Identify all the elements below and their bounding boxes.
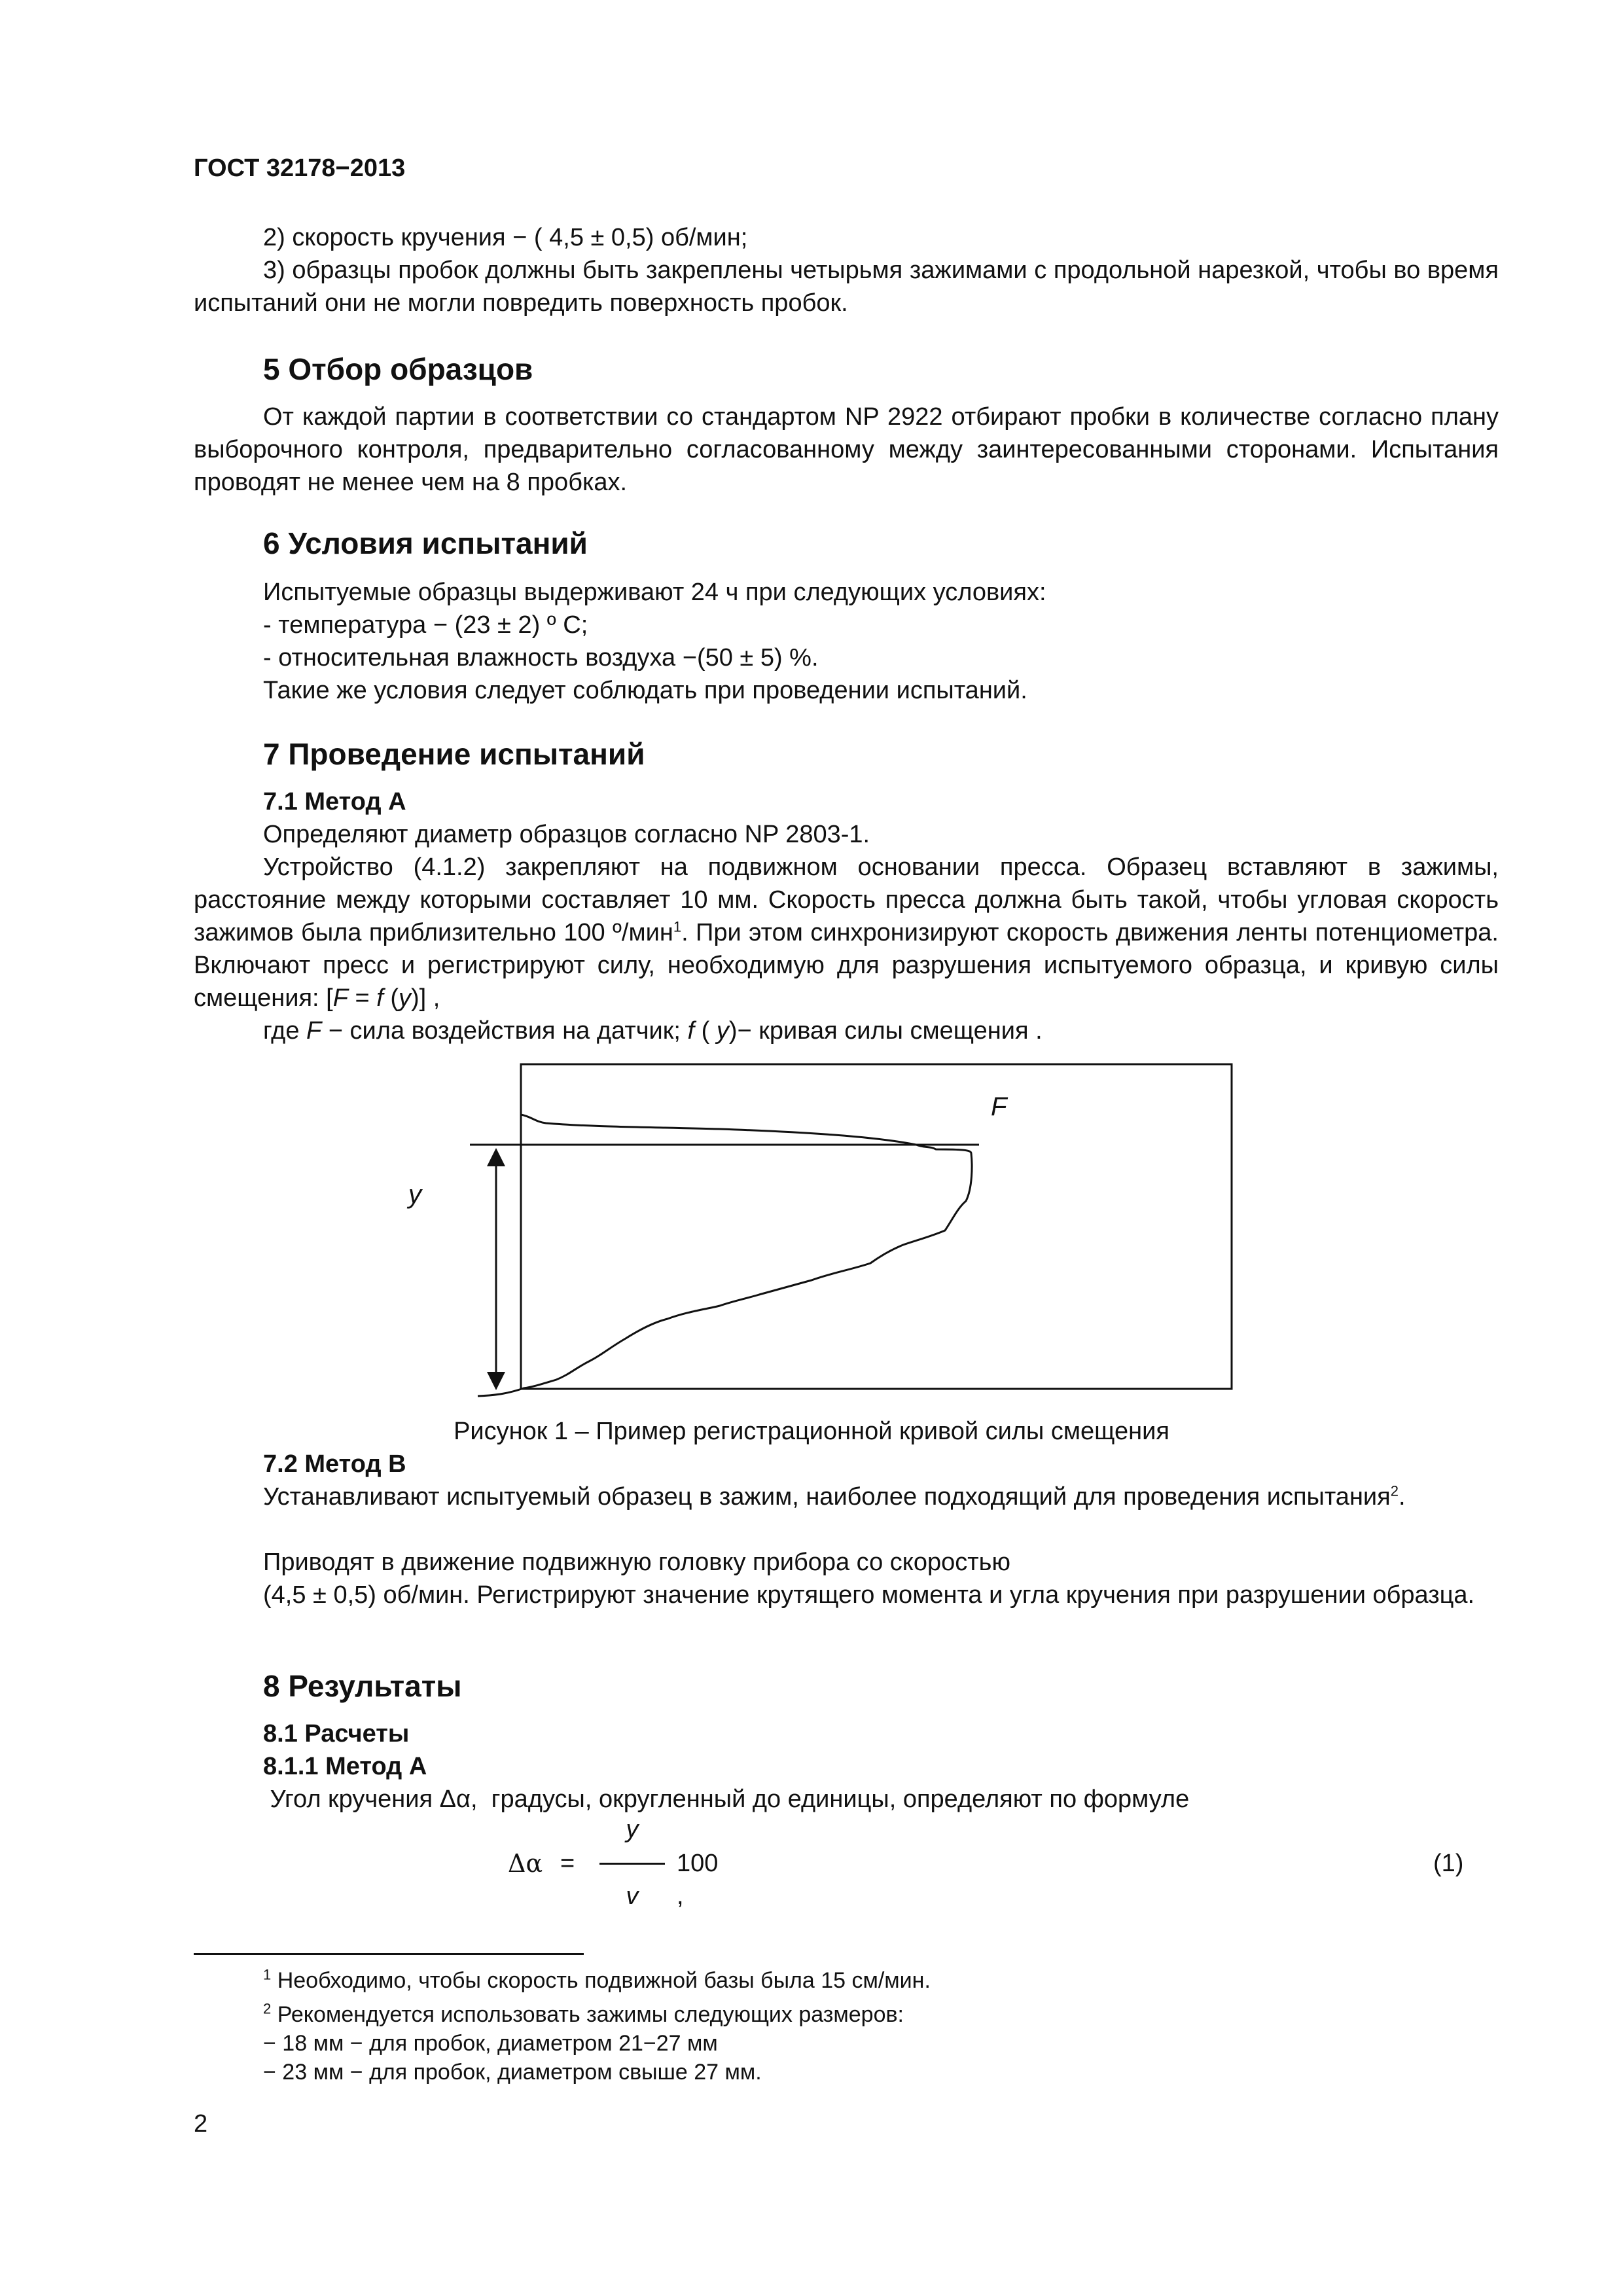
where-prefix: где: [263, 1017, 307, 1045]
angle-paragraph: Угол кручения Δα, градусы, округленный до единицы, определяют по формуле: [263, 1785, 1190, 1813]
where-paren: (: [694, 1017, 717, 1045]
method-a-text-1: Устройство (4.1.2) закрепляют на подвижном основании пресса. Образец вставляют в зажимы, расстояние между которыми составляет 10 мм. Скорость пресса должна быть такой, чтобы угловая скорость зажимов была приблизительно 100 º/мин: [194, 853, 1499, 946]
footnote-2: [263, 2000, 1499, 2029]
method-a-text-3: )] ,: [411, 984, 440, 1012]
where-var-y: y: [716, 1017, 729, 1045]
figure-label-F: F: [991, 1092, 1007, 1121]
where-end: )− кривая силы смещения .: [728, 1017, 1043, 1045]
footnote-ref-2: 2: [1390, 1482, 1399, 1499]
figure-frame: [521, 1064, 1232, 1389]
figure-label-y: y: [408, 1180, 421, 1209]
conditions-note: Такие же условия следует соблюдать при проведении испытаний.: [263, 677, 1027, 704]
method-a-paragraph-1: Определяют диаметр образцов согласно NP 2803-1.: [263, 821, 870, 848]
formula-lhs: Δα: [508, 1849, 543, 1878]
footnotes: [263, 1966, 1499, 2087]
intro-item-2: 2) скорость кручения − ( 4,5 ± 0,5) об/мин;: [263, 224, 748, 251]
footnote-ref-1: 1: [673, 918, 682, 935]
figure-caption: Рисунок 1 – Пример регистрационной кривой силы смещения: [454, 1418, 1169, 1445]
method-b-paragraph-3: (4,5 ± 0,5) об/мин. Регистрируют значение крутящего момента и угла кручения при разрушении образца.: [263, 1581, 1475, 1609]
formula-numerator: y: [626, 1816, 639, 1843]
formula-equals: =: [560, 1850, 575, 1877]
section-7-title: 7 Проведение испытаний: [263, 737, 645, 771]
footnote-1-text: Необходимо, чтобы скорость подвижной базы была 15 см/мин.: [271, 1968, 931, 1993]
intro-item-3: 3) образцы пробок должны быть закреплены четырьмя зажимами с продольной нарезкой, чтобы во время испытаний они не могли повредить поверхность пробок.: [194, 257, 1499, 317]
formula-denominator: v: [626, 1882, 639, 1910]
footnote-2-text: Рекомендуется использовать зажимы следующих размеров:: [271, 2002, 904, 2027]
method-b-paragraph-2: Приводят в движение подвижную головку прибора со скоростью: [263, 1549, 1010, 1576]
section-8-title: 8 Результаты: [263, 1669, 462, 1703]
where-var-F: F: [306, 1017, 322, 1045]
arrow-head-up: [487, 1148, 505, 1166]
displacement-force-curve: [478, 1115, 972, 1396]
footnote-2-item-b: − 23 мм − для пробок, диаметром свыше 27 мм.: [263, 2060, 762, 2085]
footnote-separator: [194, 1953, 584, 1955]
section-5-paragraph: От каждой партии в соответствии со стандартом NP 2922 отбирают пробки в количестве согласно плану выборочного контроля, предварительно согласованному между заинтересованными сторонами. Испытания проводят не менее чем на 8 пробках.: [194, 403, 1499, 496]
conditions-intro: Испытуемые образцы выдерживают 24 ч при следующих условиях:: [263, 579, 1046, 606]
method-a-text-2: . При этом синхронизируют скорость движения ленты потенциометра. Включают пресс и регистрируют силу, необходимую для разрушения испытуемого образца, и кривую силы смещения: [: [194, 919, 1499, 1012]
method-b-text-1: Устанавливают испытуемый образец в зажим, наиболее подходящий для проведения испытания: [263, 1483, 1391, 1511]
footnote-1: [263, 1966, 1499, 1995]
document-header: ГОСТ 32178−2013: [194, 154, 406, 182]
footnote-2-item-a: − 18 мм − для пробок, диаметром 21−27 мм: [263, 2031, 718, 2056]
formula-number: (1): [1433, 1850, 1464, 1877]
eq-sign: =: [348, 984, 377, 1012]
method-b-paragraph-1: [194, 1480, 1499, 1513]
method-b-text-1-end: .: [1398, 1483, 1406, 1511]
calculations-title: 8.1 Расчеты: [263, 1720, 410, 1748]
arrow-head-down: [487, 1372, 505, 1390]
page-number: 2: [194, 2110, 208, 2138]
footnote-1-mark: 1: [263, 1966, 272, 1983]
condition-temperature: - температура − (23 ± 2) º С;: [263, 611, 588, 639]
method-b-title: 7.2 Метод В: [263, 1450, 406, 1478]
method-a-results-title: 8.1.1 Метод А: [263, 1753, 427, 1780]
where-var-f: f: [687, 1017, 695, 1045]
var-f: f: [376, 984, 383, 1012]
where-middle: − сила воздействия на датчик;: [321, 1017, 688, 1045]
formula-factor: 100 ,: [677, 1850, 719, 1910]
var-y: y: [399, 984, 412, 1012]
fraction-bar: [599, 1863, 665, 1865]
section-5-title: 5 Отбор образцов: [263, 352, 533, 386]
paren-open: (: [383, 984, 399, 1012]
section-6-title: 6 Условия испытаний: [263, 526, 588, 560]
var-F: F: [332, 984, 348, 1012]
method-a-title: 7.1 Метод А: [263, 788, 406, 816]
condition-humidity: - относительная влажность воздуха −(50 ± 5) %.: [263, 644, 819, 672]
footnote-2-mark: 2: [263, 2000, 272, 2017]
